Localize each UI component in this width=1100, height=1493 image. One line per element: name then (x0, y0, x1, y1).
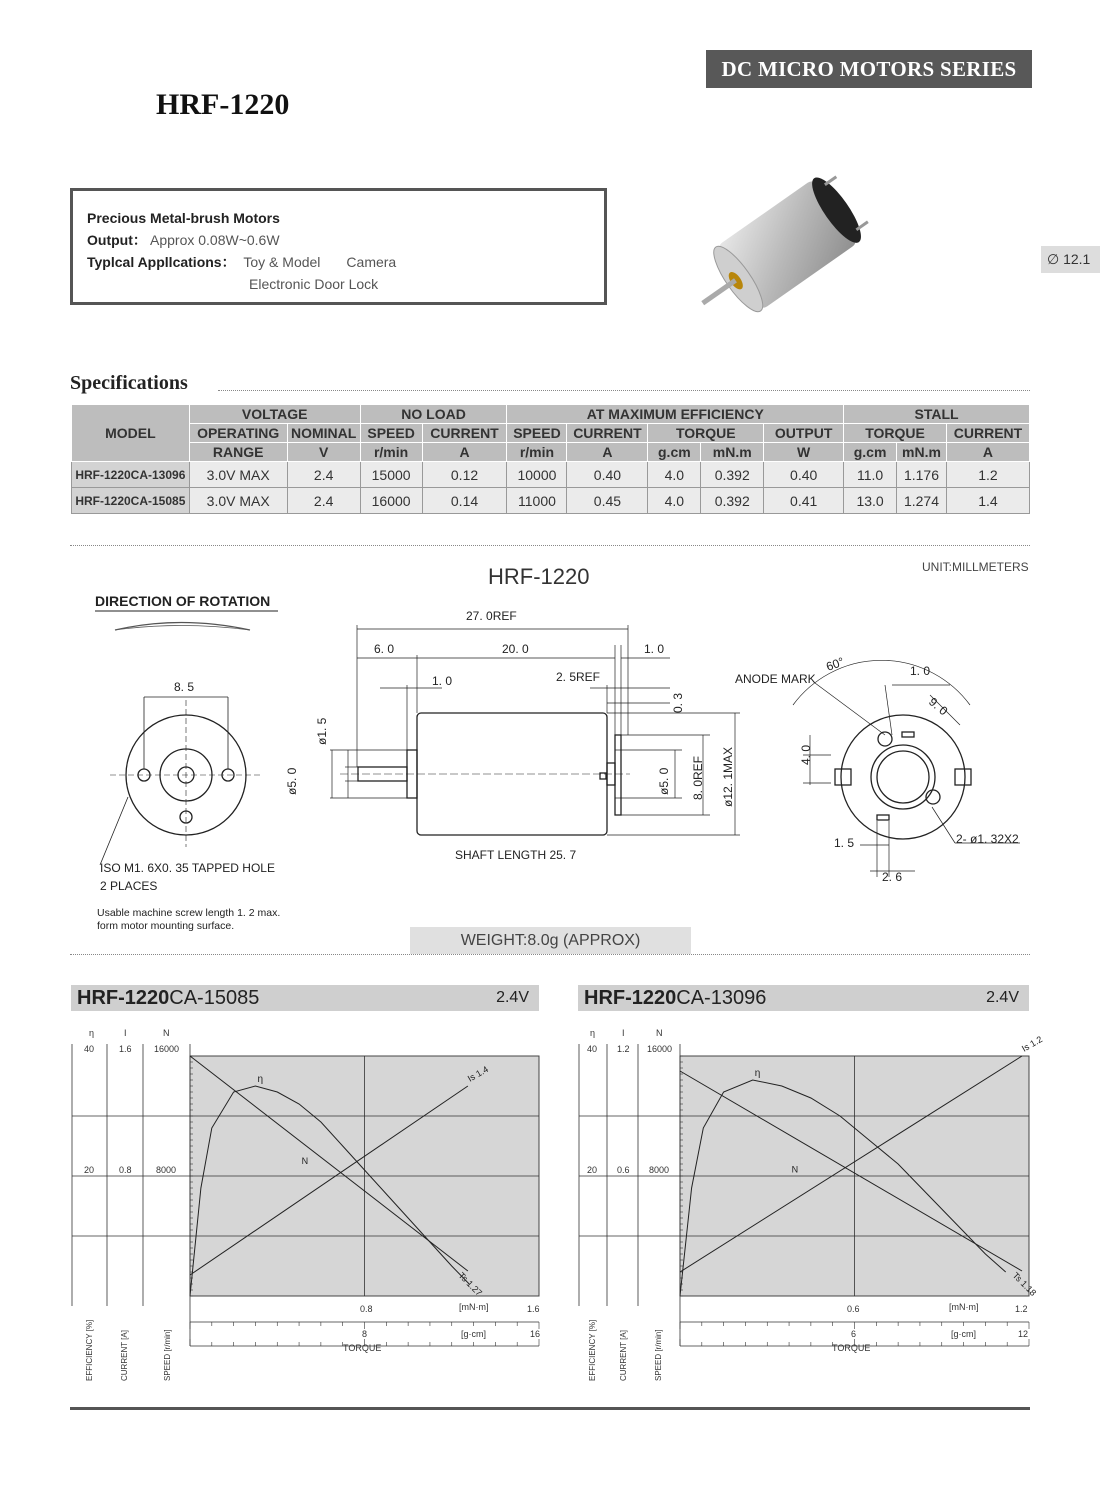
dim-1-0-c: 1. 0 (910, 664, 931, 678)
stall-torque-label: Ts 1.18 (1010, 1270, 1039, 1298)
table-cell: 1.4 (946, 488, 1029, 514)
application-toy: Toy & Model (243, 254, 321, 270)
performance-chart-2 (577, 1024, 1045, 1389)
spec-row (72, 462, 1030, 488)
unit-cell: g.cm (844, 443, 897, 462)
dim-27-ref: 27. 0REF (466, 609, 517, 623)
x-gcm-tick-2: 16 (530, 1329, 541, 1339)
no-load-header: NO LOAD (360, 405, 507, 424)
screw-note-2: form motor mounting surface. (97, 920, 235, 932)
cur-tick-mid: 0.6 (617, 1165, 630, 1175)
torque-header: TORQUE (648, 424, 764, 443)
table-cell: 11.0 (844, 462, 897, 488)
unit-cell: r/min (507, 443, 567, 462)
x-axis-label: TORQUE (343, 1343, 382, 1353)
dim-1-0-a: 1. 0 (644, 642, 665, 656)
unit-cell: V (287, 443, 360, 462)
speed-series-label: N (791, 1164, 799, 1175)
section-divider (70, 545, 1030, 546)
x-gcm-tick-2: 12 (1018, 1329, 1029, 1339)
efficiency-series-label: η (257, 1074, 263, 1085)
x-mn-unit: [mN·m] (949, 1302, 979, 1312)
torque2-header: TORQUE (844, 424, 947, 443)
model-cell: HRF-1220CA-13096 (72, 462, 190, 488)
eff-tick-top: 40 (84, 1044, 95, 1054)
operating-header: OPERATING (189, 424, 287, 443)
chart-2-voltage: 2.4V (986, 989, 1019, 1006)
chart-2-model: HRF-1220 (584, 987, 677, 1009)
table-cell: 0.45 (567, 488, 648, 514)
dim-holes: 2- ø1. 32X2 (956, 832, 1019, 846)
output-header: OUTPUT (764, 424, 844, 443)
spd-tick-mid: 8000 (649, 1165, 670, 1175)
eff-tick-mid: 20 (587, 1165, 598, 1175)
table-cell: 0.40 (764, 462, 844, 488)
unit-cell: A (422, 443, 507, 462)
motor-shaft (701, 278, 737, 305)
dim-dia-1-5: ø1. 5 (315, 717, 329, 745)
weight-label: WEIGHT:8.0g (APPROX) (410, 927, 691, 954)
x-gcm-tick-1: 8 (362, 1329, 368, 1339)
table-cell: 2.4 (287, 462, 360, 488)
chart-2-suffix: CA-13096 (676, 987, 767, 1009)
rotation-arrow (115, 623, 250, 631)
diameter-tag: ∅ 12.1 (1041, 246, 1100, 273)
info-box (70, 188, 607, 305)
table-cell: 0.41 (764, 488, 844, 514)
spec-row (72, 488, 1030, 514)
model-cell: HRF-1220CA-15085 (72, 488, 190, 514)
x-gcm-unit: [g·cm] (461, 1329, 487, 1339)
eff-axis-label: EFFICIENCY [%] (85, 1319, 94, 1381)
speed-series-label: N (301, 1156, 309, 1166)
spd-tick-top: 16000 (647, 1044, 673, 1054)
spec-unit-row (72, 443, 1030, 462)
table-cell: 1.176 (897, 462, 947, 488)
dim-dia-5-0-a: ø5. 0 (285, 767, 299, 795)
applications-label: Typlcal Appllcations： (87, 254, 236, 270)
drawing-title: HRF-1220 (488, 564, 590, 589)
chart-1-voltage: 2.4V (496, 989, 529, 1006)
chart-header-1 (71, 985, 539, 1011)
cur-axis-label: CURRENT [A] (120, 1330, 129, 1381)
dim-8-5: 8. 5 (174, 680, 195, 694)
table-cell: 16000 (360, 488, 422, 514)
applications-line (87, 251, 604, 273)
output-value: Approx 0.08W~0.6W (150, 232, 280, 248)
output-label: Output： (87, 232, 147, 248)
eta-axis-head: η (590, 1028, 596, 1038)
unit-cell: r/min (360, 443, 422, 462)
chart-1-suffix: CA-15085 (169, 987, 260, 1009)
eta-axis-head: η (89, 1028, 95, 1038)
current2-header: CURRENT (567, 424, 648, 443)
x-gcm-unit: [g·cm] (951, 1329, 977, 1339)
tapped-hole-note-1: ISO M1. 6X0. 35 TAPPED HOLE (100, 861, 275, 875)
spd-tick-mid: 8000 (156, 1165, 177, 1175)
spd-tick-top: 16000 (154, 1044, 180, 1054)
footer-rule (70, 1407, 1030, 1410)
dim-2-5-ref: 2. 5REF (556, 670, 601, 684)
cur-axis-label: CURRENT [A] (619, 1330, 628, 1381)
cur-tick-top: 1.2 (617, 1044, 630, 1054)
stall-current-label: Is 1.4 (465, 1064, 490, 1084)
front-view (100, 697, 260, 865)
i-axis-head: I (124, 1028, 127, 1038)
rotation-label: DIRECTION OF ROTATION (95, 593, 271, 609)
table-cell: 1.2 (946, 462, 1029, 488)
spd-axis-label: SPEED [r/min] (654, 1329, 663, 1381)
table-cell: 11000 (507, 488, 567, 514)
table-cell: 4.0 (648, 462, 701, 488)
x-gcm-tick-1: 6 (851, 1329, 857, 1339)
stall-torque-label: Ts 1.27 (456, 1270, 485, 1298)
dim-1-0-b: 1. 0 (432, 674, 453, 688)
table-cell: 0.12 (422, 462, 507, 488)
table-cell: 3.0V MAX (189, 462, 287, 488)
unit-cell: mN.m (897, 443, 947, 462)
table-cell: 15000 (360, 462, 422, 488)
current-header: CURRENT (422, 424, 507, 443)
dim-4-0: 4. 0 (799, 744, 813, 765)
spec-header-row-2 (72, 424, 1030, 443)
stall-header: STALL (844, 405, 1030, 424)
dim-dia-12-1-max: ø12. 1MAX (721, 746, 735, 807)
dim-0-3: 0. 3 (671, 692, 685, 713)
table-cell: 1.274 (897, 488, 947, 514)
x-mn-tick-2: 1.6 (527, 1304, 540, 1314)
drawing-unit: UNIT:MILLMETERS (922, 560, 1029, 574)
application-door-lock: Electronic Door Lock (249, 276, 379, 292)
table-cell: 4.0 (648, 488, 701, 514)
chart-1-model: HRF-1220 (77, 987, 170, 1009)
spd-axis-label: SPEED [r/min] (163, 1329, 172, 1381)
nominal-header: NOMINAL (287, 424, 360, 443)
unit-cell: W (764, 443, 844, 462)
eff-axis-label: EFFICIENCY [%] (588, 1319, 597, 1381)
spec-divider (218, 390, 1030, 391)
x-mn-tick-1: 0.8 (360, 1304, 373, 1314)
chart-header-2 (578, 985, 1029, 1011)
unit-cell: A (946, 443, 1029, 462)
spec-table (71, 404, 1030, 514)
voltage-header: VOLTAGE (189, 405, 360, 424)
dim-1-5: 1. 5 (834, 836, 855, 850)
series-banner: DC MICRO MOTORS SERIES (706, 50, 1032, 88)
table-cell: 13.0 (844, 488, 897, 514)
speed2-header: SPEED (507, 424, 567, 443)
i-axis-head: I (622, 1028, 625, 1038)
anode-mark: ANODE MARK (735, 672, 816, 686)
stall-current-label: Is 1.2 (1020, 1034, 1045, 1054)
cur-tick-mid: 0.8 (119, 1165, 132, 1175)
x-axis-label: TORQUE (832, 1343, 871, 1353)
table-cell: 2.4 (287, 488, 360, 514)
dim-20-0: 20. 0 (502, 642, 529, 656)
current3-header: CURRENT (946, 424, 1029, 443)
page-title: HRF-1220 (156, 88, 290, 121)
motor-photo (690, 148, 900, 328)
unit-cell: g.cm (648, 443, 701, 462)
unit-cell: A (567, 443, 648, 462)
speed-header: SPEED (360, 424, 422, 443)
output-line (87, 229, 604, 251)
table-cell: 0.392 (701, 462, 764, 488)
screw-note-1: Usable machine screw length 1. 2 max. (97, 907, 281, 919)
spec-title: Specifications (70, 372, 188, 394)
tapped-hole-note-2: 2 PLACES (100, 879, 158, 893)
range-header: RANGE (189, 443, 287, 462)
table-cell: 0.14 (422, 488, 507, 514)
side-view (330, 625, 740, 835)
table-cell: 10000 (507, 462, 567, 488)
x-mn-tick-1: 0.6 (847, 1304, 860, 1314)
n-axis-head: N (656, 1028, 663, 1038)
dim-2-6: 2. 6 (882, 870, 903, 884)
performance-chart-1 (70, 1024, 545, 1389)
eff-tick-top: 40 (587, 1044, 598, 1054)
shaft-length: SHAFT LENGTH 25. 7 (455, 848, 577, 862)
x-mn-unit: [mN·m] (459, 1302, 489, 1312)
drawing-divider (70, 954, 1030, 955)
technical-drawing (70, 585, 1030, 930)
spec-header-row-1 (72, 405, 1030, 424)
motor-type: Precious Metal-brush Motors (87, 210, 280, 226)
application-camera: Camera (346, 254, 397, 270)
dim-6-0: 6. 0 (374, 642, 395, 656)
efficiency-series-label: η (754, 1068, 761, 1079)
eff-tick-mid: 20 (84, 1165, 95, 1175)
dim-60-deg: 60° (824, 654, 847, 674)
x-mn-tick-2: 1.2 (1015, 1304, 1028, 1314)
table-cell: 0.40 (567, 462, 648, 488)
dim-8-0-ref: 8. 0REF (691, 755, 705, 800)
n-axis-head: N (163, 1028, 170, 1038)
cur-tick-top: 1.6 (119, 1044, 132, 1054)
dim-9-0: 9. 0 (926, 694, 951, 719)
model-header: MODEL (72, 405, 190, 462)
unit-cell: mN.m (701, 443, 764, 462)
max-eff-header: AT MAXIMUM EFFICIENCY (507, 405, 844, 424)
table-cell: 0.392 (701, 488, 764, 514)
table-cell: 3.0V MAX (189, 488, 287, 514)
dim-dia-5-0-b: ø5. 0 (657, 767, 671, 795)
